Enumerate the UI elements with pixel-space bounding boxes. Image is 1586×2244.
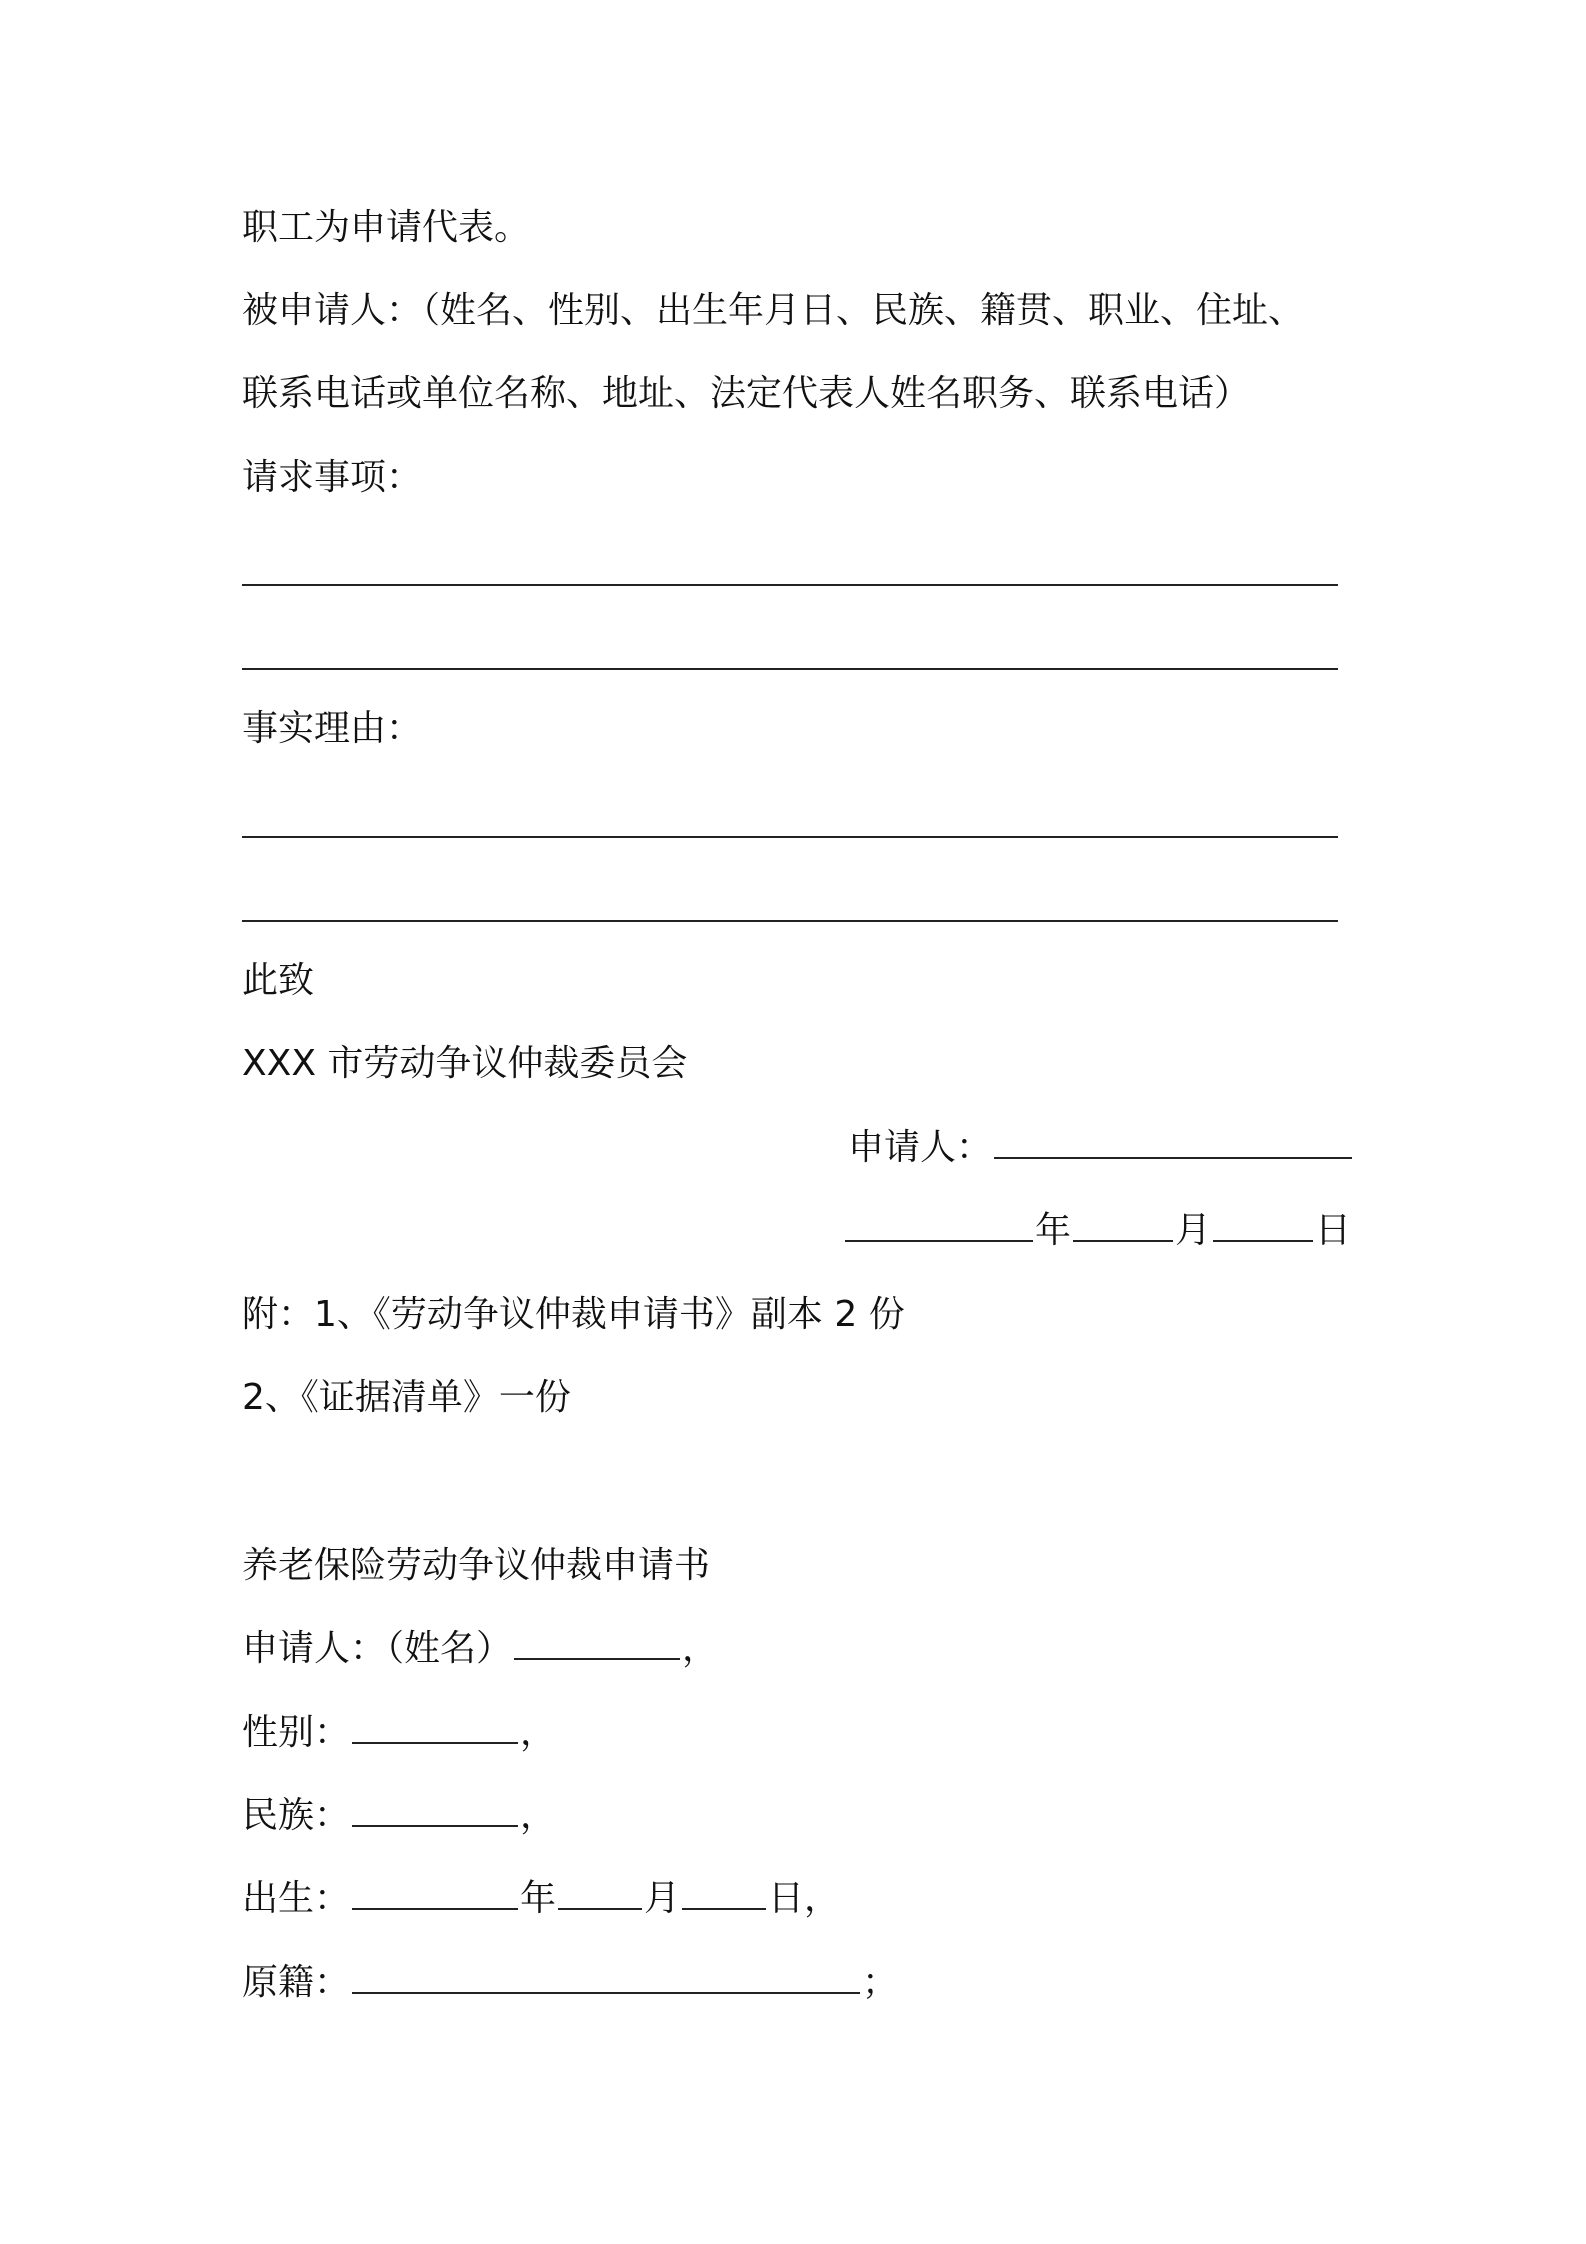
form2-birth-day-field[interactable] — [682, 1878, 766, 1910]
form2-origin-field[interactable] — [352, 1962, 860, 1994]
form2-name-suffix: ， — [682, 1628, 719, 1669]
text-line-respondent: 被申请人：（姓名、性别、出生年月日、民族、籍贯、职业、住址、 — [242, 290, 1305, 331]
second-form-title: 养老保险劳动争议仲裁申请书 — [242, 1545, 711, 1586]
signature-applicant-label: 申请人： — [848, 1127, 993, 1168]
signature-day-label: 日 — [1315, 1210, 1352, 1251]
attachment-1: 附：1、《劳动争议仲裁申请书》副本 2 份 — [242, 1294, 905, 1335]
facts-blank-line-2[interactable] — [242, 920, 1338, 922]
form2-name-label: 申请人：（姓名） — [242, 1628, 513, 1669]
signature-year-field[interactable] — [845, 1210, 1033, 1242]
signature-applicant-line — [848, 1125, 1354, 1171]
text-line-respondent-contact: 联系电话或单位名称、地址、法定代表人姓名职务、联系电话） — [242, 373, 1251, 414]
form2-origin-suffix: ； — [862, 1962, 899, 2003]
text-line-representative: 职工为申请代表。 — [242, 207, 531, 248]
form2-birth-year-field[interactable] — [352, 1878, 518, 1910]
form2-origin-label: 原籍： — [242, 1962, 351, 2003]
form2-gender-suffix: ， — [520, 1712, 557, 1753]
form2-ethnicity-suffix: ， — [520, 1795, 557, 1836]
form2-name-field[interactable] — [514, 1628, 680, 1660]
signature-month-field[interactable] — [1073, 1210, 1173, 1242]
form2-gender-field[interactable] — [352, 1712, 518, 1744]
form2-birth-row — [242, 1876, 840, 1922]
form2-gender-row — [242, 1710, 556, 1756]
form2-birth-month-field[interactable] — [558, 1878, 642, 1910]
salutation: 此致 — [242, 960, 315, 1001]
form2-birth-month-label: 月 — [644, 1878, 681, 1919]
form2-ethnicity-field[interactable] — [352, 1795, 518, 1827]
form2-name-row — [242, 1626, 718, 1672]
claims-blank-line-2[interactable] — [242, 668, 1338, 670]
signature-date-line — [843, 1208, 1351, 1254]
signature-month-label: 月 — [1175, 1210, 1212, 1251]
form2-birth-label: 出生： — [242, 1878, 351, 1919]
form2-gender-label: 性别： — [242, 1712, 351, 1753]
signature-applicant-field[interactable] — [994, 1127, 1352, 1159]
recipient-committee: XXX 市劳动争议仲裁委员会 — [242, 1043, 688, 1084]
signature-year-label: 年 — [1035, 1210, 1072, 1251]
form2-origin-row — [242, 1960, 898, 2006]
heading-facts-reasons: 事实理由： — [242, 708, 423, 749]
form2-birth-year-label: 年 — [520, 1878, 557, 1919]
form2-ethnicity-row — [242, 1793, 556, 1839]
facts-blank-line-1[interactable] — [242, 836, 1338, 838]
form2-ethnicity-label: 民族： — [242, 1795, 351, 1836]
attachment-2: 2、《证据清单》一份 — [242, 1377, 571, 1418]
form2-birth-day-label: 日， — [768, 1878, 841, 1919]
signature-day-field[interactable] — [1213, 1210, 1313, 1242]
claims-blank-line-1[interactable] — [242, 584, 1338, 586]
heading-claims: 请求事项： — [242, 457, 423, 498]
